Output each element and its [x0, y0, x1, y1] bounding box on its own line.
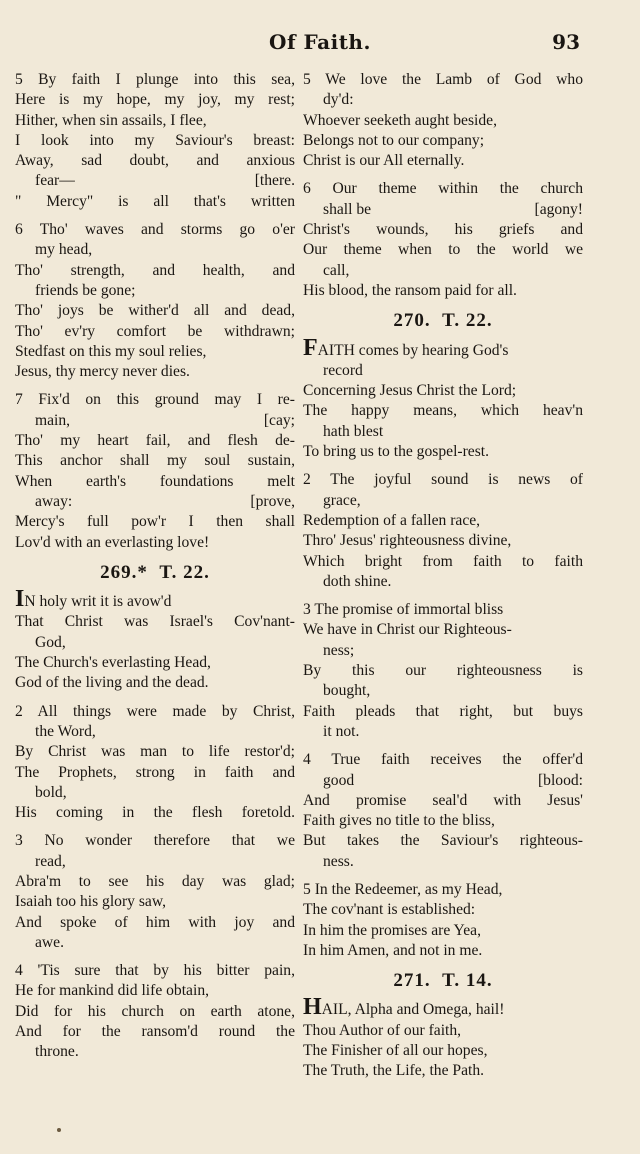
verse-line: God,	[35, 633, 66, 651]
page-number: 93	[552, 30, 580, 54]
verse-line: 4 'Tis sure that by his bitter pain,	[15, 962, 295, 980]
verse-line: Lov'd with an everlasting love!	[15, 533, 210, 551]
verse-line: Abra'm to see his day was glad;	[15, 872, 295, 890]
verse-line	[15, 171, 295, 191]
verse-line: Redemption of a fallen race,	[303, 511, 481, 529]
verse-line: Concerning Jesus Christ the Lord;	[303, 382, 517, 400]
verse-line: By Christ was man to life restor'd;	[15, 743, 295, 761]
verse-line: In him the promises are Yea,	[303, 921, 481, 939]
verse-line	[303, 334, 583, 361]
verse-line: Here is my hope, my joy, my rest;	[15, 91, 295, 109]
verse-line: grace,	[323, 491, 361, 509]
verse-line: 5 By faith I plunge into this sea,	[15, 71, 295, 88]
stanza	[15, 220, 295, 382]
stanza	[15, 831, 295, 953]
verse-line: my head,	[35, 241, 93, 259]
verse-fragment: AITH comes by hearing God's	[317, 341, 509, 359]
verse-line: Stedfast on this my soul relies,	[15, 342, 207, 360]
verse-line: The Prophets, strong in faith and	[15, 763, 295, 781]
stanza	[303, 994, 583, 1081]
verse-line: the Word,	[35, 722, 96, 740]
hymn-header	[303, 971, 583, 991]
verse-line: We have in Christ our Righteous-	[303, 621, 512, 639]
drop-cap: F	[303, 334, 318, 361]
running-head	[0, 30, 640, 60]
verse-line: His coming in the flesh foretold.	[15, 804, 295, 822]
running-title: Of Faith.	[269, 30, 371, 54]
verse-fragment: N holy writ it is avow'd	[24, 593, 172, 611]
hymn-tune: T. 22.	[159, 561, 210, 583]
verse-line: record	[323, 361, 363, 379]
drop-cap: H	[303, 994, 322, 1021]
verse-line: Which bright from faith to faith	[303, 552, 583, 570]
verse-line: 6 Our theme within the church	[303, 180, 583, 198]
verse-fragment: AIL, Alpha and Omega, hail!	[321, 1001, 505, 1019]
verse-line: hath blest	[323, 422, 384, 440]
verse-fragment: [there.	[254, 172, 295, 190]
verse-line: throne.	[35, 1043, 79, 1061]
verse-line: I look into my Saviour's breast:	[15, 131, 295, 149]
stanza	[15, 390, 295, 552]
verse-fragment: main,	[35, 411, 71, 429]
ink-speck	[57, 1128, 61, 1132]
hymn-number: 270.	[393, 310, 431, 332]
verse-line: bold,	[35, 783, 67, 801]
verse-fragment: [agony!	[534, 200, 583, 218]
hymn-number: 269.*	[100, 561, 148, 583]
verse-line: Christ's wounds, his griefs and	[303, 221, 583, 239]
verse-line: Jesus, thy mercy never dies.	[15, 363, 190, 381]
verse-line: Tho' my heart fail, and flesh de-	[15, 432, 295, 450]
verse-line: When earth's foundations melt	[15, 472, 295, 490]
stanza	[15, 586, 295, 693]
verse-line: The Truth, the Life, the Path.	[303, 1062, 485, 1080]
verse-line: The happy means, which heav'n	[303, 402, 583, 420]
stanza	[15, 70, 295, 212]
verse-line	[303, 771, 583, 791]
verse-line: And promise seal'd with Jesus'	[303, 791, 583, 809]
verse-line: ness;	[323, 641, 355, 659]
verse-line: Mercy's full pow'r I then shall	[15, 513, 295, 531]
verse-line: Whoever seeketh aught beside,	[303, 111, 497, 129]
verse-fragment: shall be	[323, 200, 372, 218]
verse-line: In him Amen, and not in me.	[303, 941, 483, 959]
verse-line: doth shine.	[323, 572, 392, 590]
right-column	[303, 70, 583, 1090]
verse-line: Faith gives no title to the bliss,	[303, 812, 495, 830]
stanza	[303, 880, 583, 961]
verse-line	[15, 492, 295, 512]
verse-line: Faith pleads that right, but buys	[303, 702, 583, 720]
verse-fragment: [cay;	[263, 411, 295, 429]
verse-line: Did for his church on earth atone,	[15, 1002, 295, 1020]
stanza	[15, 702, 295, 824]
verse-line: read,	[35, 852, 66, 870]
stanza	[303, 179, 583, 301]
verse-line: 7 Fix'd on this ground may I re-	[15, 391, 295, 409]
verse-line: Isaiah too his glory saw,	[15, 893, 167, 911]
verse-line: Tho' joys be wither'd all and dead,	[15, 302, 295, 320]
verse-fragment: good	[323, 771, 355, 789]
verse-fragment: [prove,	[250, 492, 295, 510]
drop-cap: I	[15, 586, 25, 613]
verse-line: it not.	[323, 722, 360, 740]
verse-line: 2 The joyful sound is news of	[303, 471, 583, 489]
verse-line: call,	[323, 261, 350, 279]
verse-line: God of the living and the dead.	[15, 674, 209, 692]
verse-line: 2 All things were made by Christ,	[15, 702, 295, 720]
verse-line: Our theme when to the world we	[303, 241, 583, 259]
stanza	[303, 470, 583, 592]
verse-line: The Church's everlasting Head,	[15, 654, 211, 672]
verse-line: Thro' Jesus' righteousness divine,	[303, 532, 512, 550]
hymn-tune: T. 14.	[442, 970, 493, 992]
verse-line: 3 The promise of immortal bliss	[303, 601, 504, 619]
verse-line: Christ is our All eternally.	[303, 152, 465, 170]
verse-line: " Mercy" is all that's written	[15, 192, 295, 210]
verse-fragment: away:	[35, 492, 73, 510]
verse-line: Tho' strength, and health, and	[15, 261, 295, 279]
stanza	[303, 334, 583, 463]
verse-line: Thou Author of our faith,	[303, 1021, 462, 1039]
verse-line: By this our righteousness is	[303, 662, 583, 680]
verse-line: 6 Tho' waves and storms go o'er	[15, 221, 295, 239]
hymn-number: 271.	[393, 970, 431, 992]
verse-line: 3 No wonder therefore that we	[15, 832, 295, 850]
verse-line: Away, sad doubt, and anxious	[15, 152, 295, 170]
verse-line: This anchor shall my soul sustain,	[15, 452, 295, 470]
verse-fragment: fear—	[35, 172, 75, 190]
verse-line: 5 In the Redeemer, as my Head,	[303, 880, 503, 898]
verse-line	[15, 411, 295, 431]
left-column	[15, 70, 295, 1071]
verse-line: 4 True faith receives the offer'd	[303, 751, 583, 769]
hymn-header	[303, 311, 583, 331]
verse-line	[303, 200, 583, 220]
verse-line: dy'd:	[323, 91, 354, 109]
verse-line: And spoke of him with joy and	[15, 913, 295, 931]
verse-line: Tho' ev'ry comfort be withdrawn;	[15, 322, 295, 340]
verse-line: 5 We love the Lamb of God who	[303, 71, 583, 88]
hymn-tune: T. 22.	[442, 310, 493, 332]
stanza	[303, 70, 583, 171]
verse-line: He for mankind did life obtain,	[15, 982, 210, 1000]
verse-line: But takes the Saviour's righteous-	[303, 832, 583, 850]
stanza	[303, 750, 583, 872]
verse-fragment: [blood:	[537, 771, 583, 789]
verse-line	[303, 994, 583, 1021]
verse-line: His blood, the ransom paid for all.	[303, 281, 517, 299]
verse-line: That Christ was Israel's Cov'nant-	[15, 613, 295, 631]
verse-line: Hither, when sin assails, I flee,	[15, 111, 207, 129]
verse-line: bought,	[323, 682, 371, 700]
verse-line: friends be gone;	[35, 281, 136, 299]
verse-line	[15, 586, 295, 613]
verse-line: And for the ransom'd round the	[15, 1023, 295, 1041]
verse-line: To bring us to the gospel-rest.	[303, 443, 490, 461]
verse-line: awe.	[35, 933, 65, 951]
verse-line: ness.	[323, 852, 354, 870]
stanza	[15, 961, 295, 1062]
verse-line: Belongs not to our company;	[303, 131, 485, 149]
verse-line: The cov'nant is established:	[303, 901, 476, 919]
stanza	[303, 600, 583, 742]
hymn-header	[15, 563, 295, 583]
verse-line: The Finisher of all our hopes,	[303, 1042, 488, 1060]
